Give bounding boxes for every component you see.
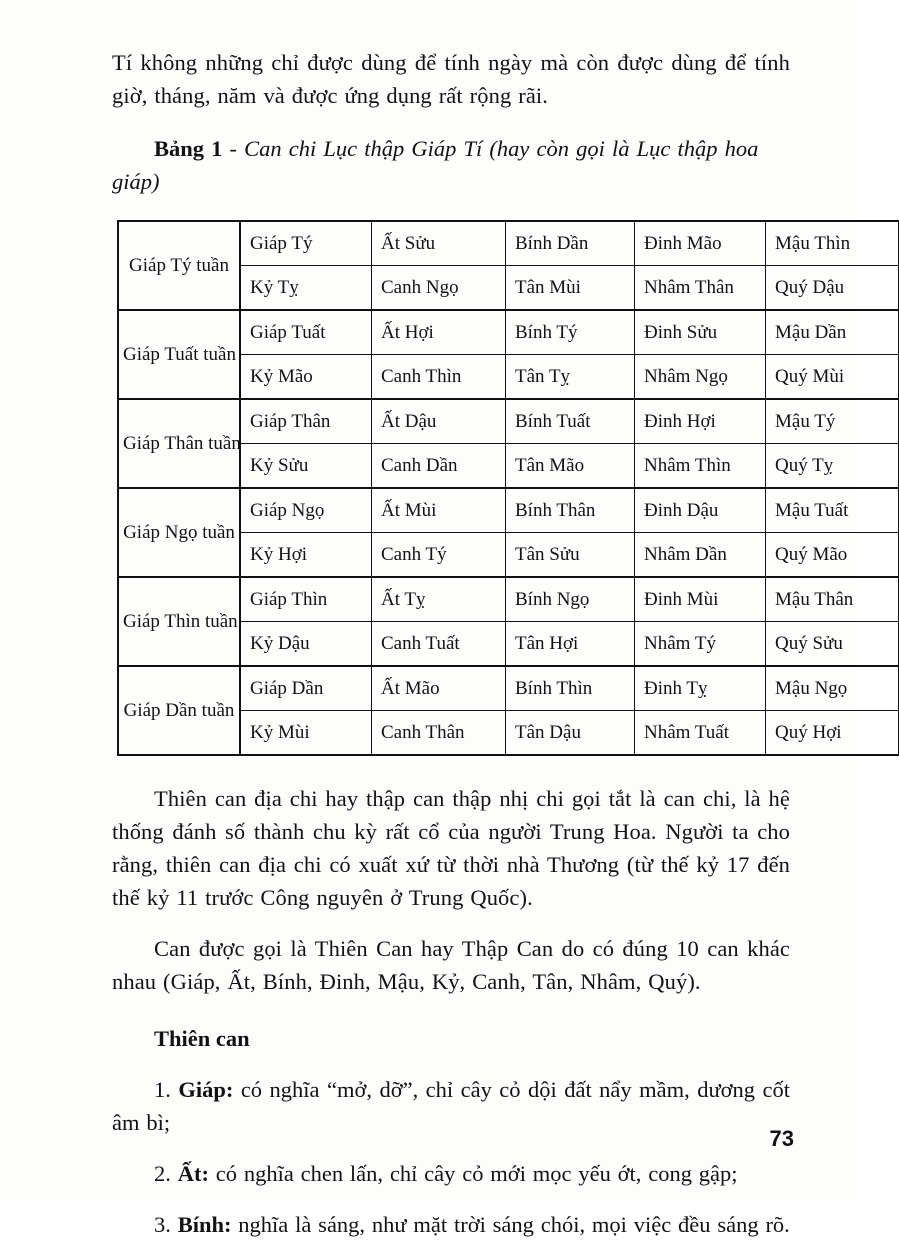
table-cell: Quý Hợi (766, 711, 899, 756)
item-text: nghĩa là sáng, như mặt trời sáng chói, mọi việc đều sáng rõ. (231, 1212, 790, 1237)
table-cell: Tân Mùi (506, 266, 635, 311)
table-cell: Mậu Thìn (766, 221, 899, 266)
table-cell: Nhâm Tý (635, 622, 766, 667)
intro-paragraph: Tí không những chỉ được dùng để tính ngày mà còn được dùng để tính giờ, tháng, năm và được ứng dụng rất rộng rãi. (112, 50, 790, 108)
table-cell: Ất Tỵ (372, 577, 506, 622)
table-caption-label: Bảng 1 (154, 136, 223, 161)
table-row (118, 488, 899, 533)
table-cell: Quý Tỵ (766, 444, 899, 489)
table-cell: Bính Thân (506, 488, 635, 533)
table-cell: Mậu Ngọ (766, 666, 899, 711)
table-cell: Tân Tỵ (506, 355, 635, 400)
row-group-label: Giáp Dần tuần (118, 666, 240, 755)
table-cell: Kỷ Mùi (240, 711, 372, 756)
table-cell: Đinh Mão (635, 221, 766, 266)
table-caption-title: Can chi Lục thập Giáp Tí (hay còn gọi là Lục thập hoa giáp) (112, 136, 759, 194)
table-cell: Canh Dần (372, 444, 506, 489)
table-cell: Ất Hợi (372, 310, 506, 355)
thien-can-item-2 (112, 1157, 790, 1190)
table-cell: Mậu Tý (766, 399, 899, 444)
table-row (118, 221, 899, 266)
table-cell: Kỷ Tỵ (240, 266, 372, 311)
table-cell: Quý Mão (766, 533, 899, 578)
table-cell: Kỷ Dậu (240, 622, 372, 667)
row-group-label: Giáp Thìn tuần (118, 577, 240, 666)
table-body (118, 221, 899, 755)
table-cell: Tân Hợi (506, 622, 635, 667)
item-number: 3. (154, 1212, 178, 1237)
table-cell: Mậu Dần (766, 310, 899, 355)
thien-can-item-3 (112, 1208, 790, 1241)
table-cell: Giáp Ngọ (240, 488, 372, 533)
table-cell: Đinh Tỵ (635, 666, 766, 711)
table-cell: Nhâm Dần (635, 533, 766, 578)
row-group-label: Giáp Tuất tuần (118, 310, 240, 399)
table-cell: Tân Sửu (506, 533, 635, 578)
body-paragraph-2: Can được gọi là Thiên Can hay Thập Can do có đúng 10 can khác nhau (Giáp, Ất, Bính, Đinh, Mậu, Kỷ, Canh, Tân, Nhâm, Quý). (112, 936, 790, 994)
table-cell: Canh Thân (372, 711, 506, 756)
table-row (118, 399, 899, 444)
table-cell: Canh Tuất (372, 622, 506, 667)
table-cell: Đinh Mùi (635, 577, 766, 622)
table-cell: Nhâm Tuất (635, 711, 766, 756)
table-caption (112, 132, 790, 198)
item-term: Bính: (177, 1212, 232, 1237)
table-cell: Đinh Sửu (635, 310, 766, 355)
table-cell: Kỷ Mão (240, 355, 372, 400)
table-cell: Bính Thìn (506, 666, 635, 711)
item-text: có nghĩa “mở, dỡ”, chỉ cây cỏ dội đất nẩy mầm, dương cốt âm bì; (112, 1077, 790, 1135)
table-cell: Bính Tuất (506, 399, 635, 444)
thien-can-item-1 (112, 1073, 790, 1139)
table-cell: Quý Mùi (766, 355, 899, 400)
row-group-label: Giáp Ngọ tuần (118, 488, 240, 577)
table-cell: Mậu Thân (766, 577, 899, 622)
table-container (117, 220, 854, 756)
table-cell: Canh Thìn (372, 355, 506, 400)
table-row (118, 577, 899, 622)
table-cell: Quý Sửu (766, 622, 899, 667)
table-cell: Nhâm Thân (635, 266, 766, 311)
table-cell: Giáp Tý (240, 221, 372, 266)
table-row (118, 310, 899, 355)
item-number: 1. (154, 1077, 179, 1102)
item-term: Giáp: (178, 1077, 234, 1102)
table-cell: Kỷ Sửu (240, 444, 372, 489)
table-cell: Bính Tý (506, 310, 635, 355)
table-cell: Giáp Tuất (240, 310, 372, 355)
table-cell: Ất Mùi (372, 488, 506, 533)
table-cell: Giáp Thân (240, 399, 372, 444)
table-cell: Giáp Thìn (240, 577, 372, 622)
table-cell: Bính Ngọ (506, 577, 635, 622)
table-cell: Mậu Tuất (766, 488, 899, 533)
table-cell: Nhâm Thìn (635, 444, 766, 489)
table-cell: Bính Dần (506, 221, 635, 266)
table-cell: Đinh Hợi (635, 399, 766, 444)
item-term: Ất: (177, 1161, 209, 1186)
table-cell: Ất Sửu (372, 221, 506, 266)
page-content (112, 46, 854, 1241)
table-cell: Canh Ngọ (372, 266, 506, 311)
item-number: 2. (154, 1161, 178, 1186)
body-text-section (112, 782, 790, 998)
table-cell: Kỷ Hợi (240, 533, 372, 578)
table-cell: Ất Dậu (372, 399, 506, 444)
item-text: có nghĩa chen lấn, chỉ cây cỏ mới mọc yếu ớt, cong gập; (208, 1161, 738, 1186)
table-cell: Canh Tý (372, 533, 506, 578)
body-paragraph-1: Thiên can địa chi hay thập can thập nhị chi gọi tắt là can chi, là hệ thống đánh số thành chu kỳ rất cổ của người Trung Hoa. Người ta cho rằng, thiên can địa chi có xuất xứ từ thời nhà Thương (từ thế kỷ 17 đến thế kỷ 11 trước Công nguyên ở Trung Quốc). (112, 786, 790, 910)
table-cell: Quý Dậu (766, 266, 899, 311)
table-cell: Tân Mão (506, 444, 635, 489)
table-row (118, 666, 899, 711)
row-group-label: Giáp Thân tuần (118, 399, 240, 488)
table-cell: Giáp Dần (240, 666, 372, 711)
section-heading-thien-can: Thiên can (154, 1026, 250, 1051)
sexagenary-cycle-table (117, 220, 899, 756)
table-cell: Tân Dậu (506, 711, 635, 756)
table-caption-dash: - (222, 136, 245, 161)
table-cell: Nhâm Ngọ (635, 355, 766, 400)
page-number: 73 (769, 1126, 794, 1151)
table-cell: Ất Mão (372, 666, 506, 711)
table-cell: Đinh Dậu (635, 488, 766, 533)
row-group-label: Giáp Tý tuần (118, 221, 240, 310)
